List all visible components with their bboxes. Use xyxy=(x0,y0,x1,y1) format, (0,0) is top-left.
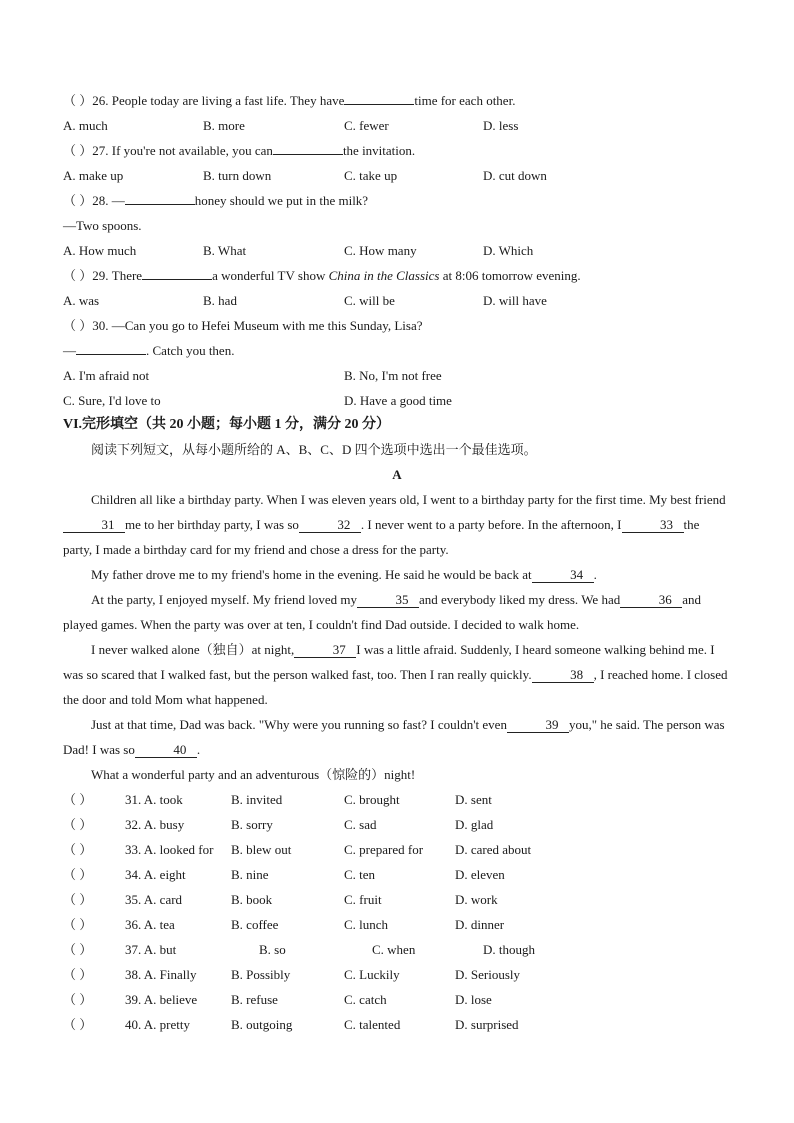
option-a: A. make up xyxy=(63,168,124,183)
answer-paren: （ ） xyxy=(63,268,93,283)
option-b: B. had xyxy=(203,293,237,308)
blank-32: 32 xyxy=(299,517,361,533)
option-c: C. take up xyxy=(344,168,398,183)
option-d: D. cut down xyxy=(483,168,547,183)
answer-paren: （ ） xyxy=(63,318,93,333)
answer-paren: （ ） xyxy=(63,967,93,982)
answer-paren: （ ） xyxy=(63,892,93,907)
answer-paren: （ ） xyxy=(63,1017,93,1032)
answer-blank xyxy=(344,89,414,105)
option-a: A. much xyxy=(63,118,108,133)
option-a: 34. A. eight xyxy=(125,867,186,882)
section-instruction: 阅读下列短文，从每小题所给的 A、B、C、D 四个选项中选出一个最佳选项。 xyxy=(91,442,537,457)
option-b: B. What xyxy=(203,243,247,258)
answer-blank xyxy=(76,339,146,355)
passage-text: and played games. When the party was over at ten, I couldn't find Dad outside. I decided to walk home. xyxy=(63,592,701,632)
option-d: D. Seriously xyxy=(455,967,520,982)
passage-paragraph-4 xyxy=(63,637,731,712)
blank-31: 31 xyxy=(63,517,125,533)
answer-blank xyxy=(273,139,343,155)
reply-28 xyxy=(63,213,731,238)
question-26 xyxy=(63,88,731,113)
options-30-row2 xyxy=(63,388,731,413)
passage-paragraph-3 xyxy=(63,587,731,637)
passage-text: I was a little afraid. Suddenly, I heard someone walking behind me. I was so scared that I walked fast, but the person walked fast, too. Then I ran really quickly. xyxy=(63,642,715,682)
reply-text: . Catch you then. xyxy=(146,343,235,358)
option-a: 38. A. Finally xyxy=(125,967,197,982)
passage-text: . xyxy=(196,742,201,757)
question-28 xyxy=(63,188,731,213)
show-title: China in the Classics xyxy=(328,268,440,283)
option-b: B. turn down xyxy=(203,168,272,183)
passage-text: Children all like a birthday party. When I was eleven years old, I went to a birthday party for the first time. My best friend xyxy=(91,492,726,507)
blank-39: 39 xyxy=(507,717,569,733)
option-a: 39. A. believe xyxy=(125,992,198,1007)
passage-paragraph-5 xyxy=(63,712,731,762)
blank-38: 38 xyxy=(532,667,594,683)
choice-row-34 xyxy=(63,862,731,887)
question-27 xyxy=(63,138,731,163)
question-text: the invitation. xyxy=(342,143,416,158)
reply-text: —Two spoons. xyxy=(63,218,142,233)
blank-33: 33 xyxy=(622,517,684,533)
question-text: time for each other. xyxy=(414,93,516,108)
question-30 xyxy=(63,313,731,338)
question-text: honey should we put in the milk? xyxy=(194,193,369,208)
option-c: C. ten xyxy=(344,867,376,882)
option-b: B. coffee xyxy=(231,917,279,932)
reply-30 xyxy=(63,338,731,363)
option-d: D. less xyxy=(483,118,519,133)
option-c: C. fruit xyxy=(344,892,382,907)
option-c: C. sad xyxy=(344,817,377,832)
option-d: D. will have xyxy=(483,293,547,308)
option-c: C. brought xyxy=(344,792,400,807)
option-b: B. blew out xyxy=(231,842,292,857)
question-text: 27. If you're not available, you can xyxy=(92,143,273,158)
option-c: C. lunch xyxy=(344,917,389,932)
question-text: at 8:06 tomorrow evening. xyxy=(439,268,581,283)
option-d: D. eleven xyxy=(455,867,505,882)
option-d: D. cared about xyxy=(455,842,532,857)
option-d: D. sent xyxy=(455,792,492,807)
question-text: a wonderful TV show xyxy=(212,268,329,283)
options-27 xyxy=(63,163,731,188)
section-heading: VI.完形填空（共 20 小题；每小题 1 分，满分 20 分） xyxy=(63,417,391,432)
option-b: B. more xyxy=(203,118,245,133)
passage-paragraph-6: What a wonderful party and an adventurous（惊险的）night! xyxy=(91,767,416,782)
option-a: A. was xyxy=(63,293,100,308)
option-c: C. prepared for xyxy=(344,842,424,857)
option-c: C. will be xyxy=(344,293,395,308)
passage-text: . xyxy=(593,567,597,582)
choice-row-37 xyxy=(63,937,731,962)
answer-paren: （ ） xyxy=(63,917,93,932)
option-d: D. Have a good time xyxy=(344,393,452,408)
option-c: C. Sure, I'd love to xyxy=(63,393,161,408)
choice-row-33 xyxy=(63,837,731,862)
answer-paren: （ ） xyxy=(63,867,93,882)
blank-34: 34 xyxy=(532,567,594,583)
option-c: C. Luckily xyxy=(344,967,400,982)
option-d: D. lose xyxy=(455,992,492,1007)
choice-row-31 xyxy=(63,787,731,812)
option-d: D. Which xyxy=(483,243,534,258)
option-c: C. catch xyxy=(344,992,387,1007)
passage-paragraph-1 xyxy=(63,487,731,562)
choice-row-32 xyxy=(63,812,731,837)
choice-row-36 xyxy=(63,912,731,937)
option-a: 32. A. busy xyxy=(125,817,185,832)
option-d: D. glad xyxy=(455,817,494,832)
option-d: D. dinner xyxy=(455,917,505,932)
passage-label: A xyxy=(392,467,402,482)
passage-text: and everybody liked my dress. We had xyxy=(418,592,621,607)
option-b: B. so xyxy=(259,942,286,957)
options-29 xyxy=(63,288,731,313)
passage-text: , I reached home. I closed the door and told Mom what happened. xyxy=(63,667,728,707)
choice-row-38 xyxy=(63,962,731,987)
blank-35: 35 xyxy=(357,592,419,608)
reply-text: — xyxy=(63,343,76,358)
option-b: B. invited xyxy=(231,792,283,807)
blank-40: 40 xyxy=(135,742,197,758)
option-a: A. How much xyxy=(63,243,137,258)
option-b: B. outgoing xyxy=(231,1017,293,1032)
passage-text: Just at that time, Dad was back. "Why were you running so fast? I couldn't even xyxy=(91,717,507,732)
choice-row-35 xyxy=(63,887,731,912)
options-30-row1 xyxy=(63,363,731,388)
answer-blank xyxy=(125,189,195,205)
blank-37: 37 xyxy=(294,642,356,658)
option-c: C. fewer xyxy=(344,118,389,133)
answer-blank xyxy=(142,264,212,280)
passage-text: My father drove me to my friend's home in the evening. He said he would be back at xyxy=(91,567,532,582)
option-a: 36. A. tea xyxy=(125,917,175,932)
option-a: 40. A. pretty xyxy=(125,1017,190,1032)
passage-text: At the party, I enjoyed myself. My friend loved my xyxy=(91,592,357,607)
choice-row-39 xyxy=(63,987,731,1012)
question-text: 30. —Can you go to Hefei Museum with me this Sunday, Lisa? xyxy=(92,318,423,333)
answer-paren: （ ） xyxy=(63,817,93,832)
passage-text: me to her birthday party, I was so xyxy=(125,517,299,532)
option-a: 35. A. card xyxy=(125,892,183,907)
answer-paren: （ ） xyxy=(63,992,93,1007)
option-a: 37. A. but xyxy=(125,942,177,957)
passage-text: you," he said. The person was Dad! I was so xyxy=(63,717,725,757)
option-b: B. book xyxy=(231,892,273,907)
option-c: C. How many xyxy=(344,243,417,258)
option-c: C. talented xyxy=(344,1017,401,1032)
answer-paren: （ ） xyxy=(63,93,93,108)
passage-text: I never walked alone（独自）at night, xyxy=(91,642,295,657)
option-d: D. work xyxy=(455,892,498,907)
blank-36: 36 xyxy=(620,592,682,608)
answer-paren: （ ） xyxy=(63,842,93,857)
answer-paren: （ ） xyxy=(63,143,93,158)
answer-paren: （ ） xyxy=(63,193,93,208)
passage-text: . I never went to a party before. In the afternoon, I xyxy=(360,517,622,532)
option-d: D. though xyxy=(483,942,535,957)
option-d: D. surprised xyxy=(455,1017,519,1032)
option-b: B. nine xyxy=(231,867,269,882)
option-b: B. Possibly xyxy=(231,967,291,982)
options-28 xyxy=(63,238,731,263)
question-text: 28. — xyxy=(92,193,125,208)
option-b: B. refuse xyxy=(231,992,278,1007)
option-a: 31. A. took xyxy=(125,792,183,807)
answer-paren: （ ） xyxy=(63,942,93,957)
options-26 xyxy=(63,113,731,138)
option-b: B. sorry xyxy=(231,817,273,832)
question-29 xyxy=(63,263,731,288)
passage-paragraph-2 xyxy=(63,562,731,587)
answer-paren: （ ） xyxy=(63,792,93,807)
option-a: 33. A. looked for xyxy=(125,842,214,857)
question-text: 26. People today are living a fast life. They have xyxy=(92,93,345,108)
option-a: A. I'm afraid not xyxy=(63,368,150,383)
passage-text: the party, I made a birthday card for my friend and chose a dress for the party. xyxy=(63,517,700,557)
option-c: C. when xyxy=(372,942,416,957)
choice-row-40 xyxy=(63,1012,731,1037)
question-text: 29. There xyxy=(92,268,143,283)
option-b: B. No, I'm not free xyxy=(344,368,442,383)
